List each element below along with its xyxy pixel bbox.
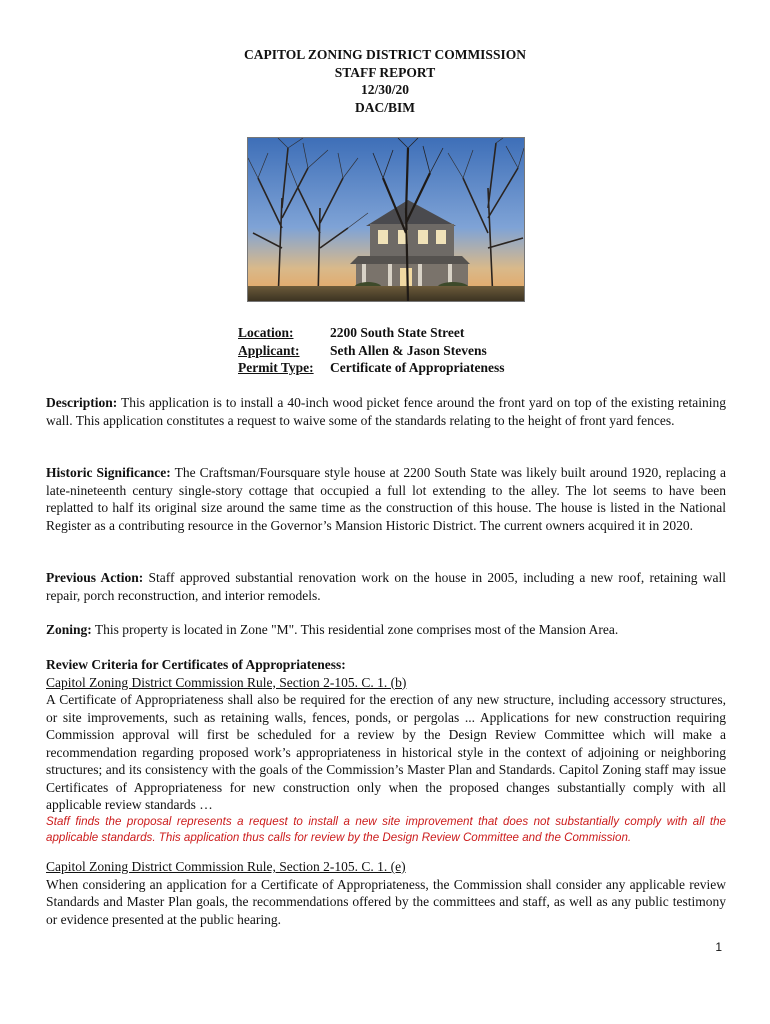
review-criteria-heading: Review Criteria for Certificates of Appropriateness: [46,657,346,672]
page-number: 1 [715,940,722,954]
review-criteria-section [46,656,726,846]
description-text: This application is to install a 40-inch wood picket fence around the front yard on top of the existing retaining wall. This application constitutes a request to waive some of the standards relating to the height of front yard fences. [46,395,726,428]
report-header [0,46,770,116]
rule-1-title: Capitol Zoning District Commission Rule, Section 2-105. C. 1. (b) [46,674,407,690]
zoning-label: Zoning: [46,622,92,637]
report-date: 12/30/20 [360,82,409,97]
commission-title: CAPITOL ZONING DISTRICT COMMISSION [244,47,526,62]
description-label: Description: [46,395,118,410]
applicant-value: Seth Allen & Jason Stevens [330,342,487,358]
location-row [238,324,504,342]
applicant-row [238,342,504,360]
historic-significance-text: The Craftsman/Foursquare style house at 2200 South State was likely built around 1920, replacing a late-nineteenth century single-story cottage that occupied a full lot extending to the alley. The lot seems to have been replatted to half its original size around the same time as the construction of this house. The house is listed in the National Register as a contributing resource in the Governor’s Mansion Historic District. The current owners acquired it in 2020. [46,465,726,533]
applicant-label: Applicant: [238,342,300,358]
report-initials: DAC/BIM [355,99,415,115]
permit-type-row [238,359,504,377]
staff-finding-note: Staff finds the proposal represents a request to install a new site improvement that does not substantially comply with all the applicable standards. This application thus calls for review by the Design Review Committee and the Commission. [46,814,726,844]
previous-action-label: Previous Action: [46,570,144,585]
house-photo [247,137,525,302]
location-value: 2200 South State Street [330,325,465,340]
zoning-section [46,621,726,639]
rule-2-section [46,858,726,928]
rule-2-text: When considering an application for a Certificate of Appropriateness, the Commission shall consider any applicable review Standards and Master Plan goals, the recommendations offered by the committees and staff, as well as any public testimony or evidence presented at the public hearing. [46,876,726,927]
permit-type-value: Certificate of Appropriateness [330,360,505,375]
zoning-text: This property is located in Zone "M". This residential zone comprises most of the Mansion Area. [91,622,619,637]
description-section [46,394,726,429]
historic-significance-section [46,464,726,534]
previous-action-text: Staff approved substantial renovation work on the house in 2005, including a new roof, retaining wall repair, porch reconstruction, and interior remodels. [46,570,726,603]
rule-1-text: A Certificate of Appropriateness shall also be required for the erection of any new structure, including accessory structures, or site improvements, such as retaining walls, fences, ponds, or pergolas ... Applications for new construction requiring Commission approval will first be scheduled for a review by the Design Review Committee which will make a recommendation regarding proposed work’s appropriateness in historical style in the context of adjoining or neighboring structures; and its consistency with the goals of the Commission’s Master Plan and Standards. Capitol Zoning staff may issue Certificates of Appropriateness for new construction only when the proposed changes substantially comply with all applicable review standards … [46,692,726,812]
historic-significance-label: Historic Significance: [46,465,171,480]
report-type: STAFF REPORT [334,64,436,80]
location-label: Location: [238,325,294,340]
application-details [238,324,504,377]
previous-action-section [46,569,726,604]
rule-2-title: Capitol Zoning District Commission Rule, Section 2-105. C. 1. (e) [46,859,406,874]
permit-type-label: Permit Type: [238,360,314,375]
